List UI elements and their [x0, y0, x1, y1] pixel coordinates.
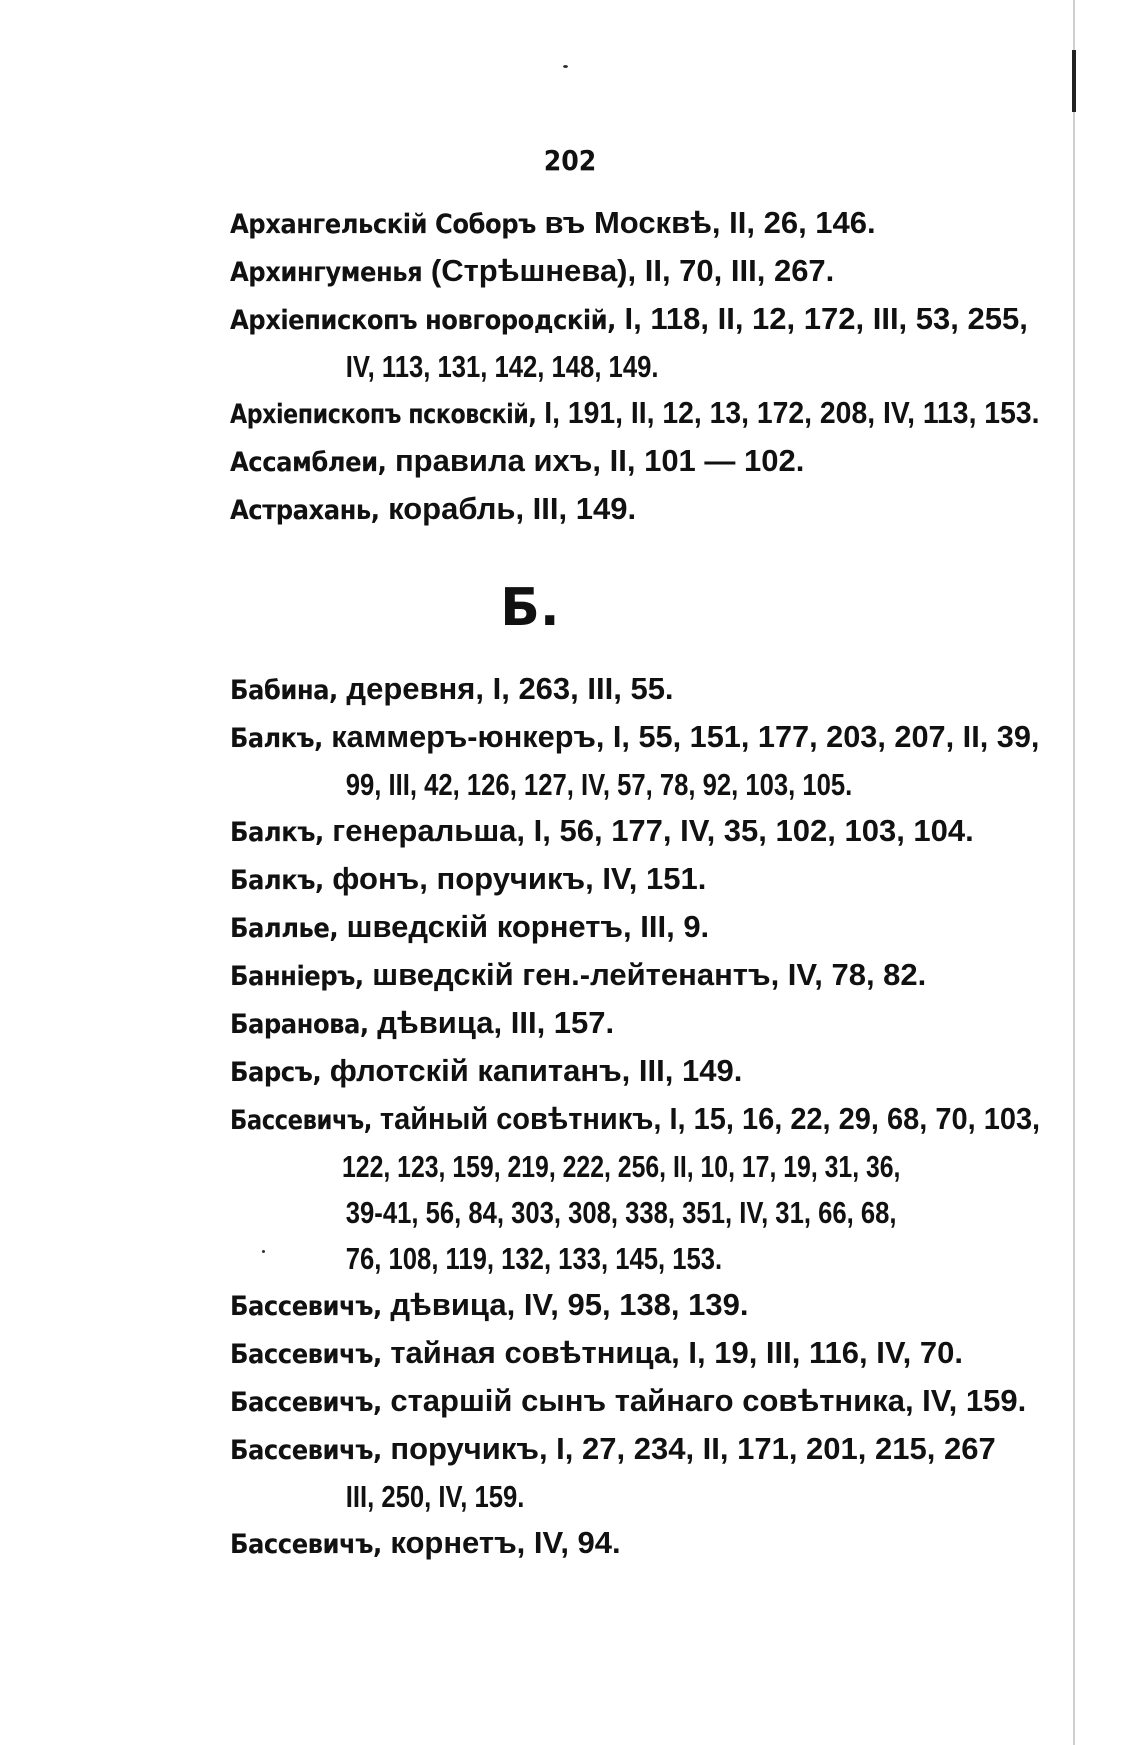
index-group-b [230, 666, 1040, 1568]
entry-references: шведскій корнетъ, III, 9. [338, 909, 710, 944]
entry-term: Ассамблеи, [230, 447, 387, 478]
index-entry [230, 1426, 1040, 1474]
entry-term: Астрахань, [230, 495, 380, 526]
page-number: 202 [543, 144, 597, 177]
index-entry [230, 1378, 1040, 1426]
index-entry [230, 856, 1040, 904]
entry-term: Бассевичъ, [230, 1339, 382, 1370]
entry-references: въ Москвѣ, II, 26, 146. [535, 205, 876, 240]
entry-references: тайный совѣтникъ, I, 15, 16, 22, 29, 68, 70, 103, [371, 1101, 1041, 1136]
entry-references: 76, 108, 119, 132, 133, 145, 153. [345, 1241, 723, 1276]
index-entry [230, 1048, 1040, 1096]
entry-term: Барсъ, [230, 1057, 322, 1088]
entry-term: Архіепископъ новгородскій, [230, 305, 616, 336]
entry-references: фонъ, поручикъ, IV, 151. [323, 861, 707, 896]
index-entry [230, 1000, 1040, 1048]
entry-references: флотскій капитанъ, III, 149. [321, 1053, 743, 1088]
entry-references: корнетъ, IV, 94. [381, 1525, 621, 1560]
entry-references: поручикъ, I, 27, 234, II, 171, 201, 215, 267 [381, 1431, 996, 1466]
index-entry-continuation [230, 1144, 901, 1190]
index-entry [230, 1282, 1040, 1330]
index-entry-continuation [230, 762, 900, 808]
entry-term: Балкъ, [230, 817, 324, 848]
entry-references: шведскій ген.-лейтенантъ, IV, 78, 82. [363, 957, 927, 992]
entry-references: дѣвица, III, 157. [368, 1005, 615, 1040]
section-letter: Б. [500, 578, 560, 638]
entry-references: корабль, III, 149. [379, 491, 637, 526]
page-edge-line [1073, 0, 1075, 1745]
index-entry [230, 1330, 1040, 1378]
page-edge-mark [1072, 50, 1076, 112]
entry-references: 39-41, 56, 84, 303, 308, 338, 351, IV, 31, 66, 68, [345, 1195, 897, 1230]
index-entry [230, 1096, 1041, 1144]
entry-term: Бассевичъ, [230, 1435, 382, 1466]
entry-references: тайная совѣтница, I, 19, III, 116, IV, 70. [381, 1335, 963, 1370]
index-entry [230, 390, 1040, 438]
index-entry-continuation [230, 1236, 900, 1282]
entry-term: Баранова, [230, 1009, 369, 1040]
entry-references: каммеръ-юнкеръ, I, 55, 151, 177, 203, 207, II, 39, [322, 719, 1040, 754]
entry-term: Архингуменья [230, 257, 423, 288]
entry-term: Архіепископъ псковскій, [230, 399, 537, 430]
index-entry [230, 248, 1040, 296]
index-entry-continuation [230, 344, 900, 390]
index-group-a [230, 200, 1040, 534]
index-entry [230, 296, 1040, 344]
index-entry [230, 1520, 1040, 1568]
index-entry [230, 486, 1040, 534]
entry-term: Баллье, [230, 913, 339, 944]
entry-references: генеральша, I, 56, 177, IV, 35, 102, 103, 104. [323, 813, 974, 848]
entry-references: 99, III, 42, 126, 127, IV, 57, 78, 92, 103, 105. [345, 767, 853, 802]
index-entry [230, 666, 1040, 714]
index-entries [230, 200, 1040, 1568]
entry-term: Бабина, [230, 675, 338, 706]
entry-term: Банніеръ, [230, 961, 364, 992]
entry-term: Бассевичъ, [230, 1529, 382, 1560]
index-entry [230, 438, 1040, 486]
entry-term: Балкъ, [230, 865, 324, 896]
entry-references: правила ихъ, II, 101 — 102. [386, 443, 805, 478]
index-entry [230, 808, 1040, 856]
entry-references: (Стрѣшнева), II, 70, III, 267. [422, 253, 835, 288]
index-entry [230, 904, 1040, 952]
entry-term: Балкъ, [230, 723, 323, 754]
index-entry [230, 952, 1040, 1000]
index-entry [230, 200, 1040, 248]
entry-references: старшій сынъ тайнаго совѣтника, IV, 159. [381, 1383, 1027, 1418]
entry-term: Бассевичъ, [230, 1291, 382, 1322]
entry-references: 122, 123, 159, 219, 222, 256, II, 10, 17, 19, 31, 36, [342, 1149, 901, 1184]
entry-references: дѣвица, IV, 95, 138, 139. [381, 1287, 749, 1322]
entry-references: I, 191, II, 12, 13, 172, 208, IV, 113, 153. [536, 395, 1040, 430]
ink-speck [563, 65, 568, 68]
index-entry-continuation [230, 1190, 900, 1236]
entry-term: Бассевичъ, [230, 1105, 372, 1136]
entry-references: III, 250, IV, 159. [345, 1479, 525, 1514]
entry-references: IV, 113, 131, 142, 148, 149. [345, 349, 659, 384]
entry-references: деревня, I, 263, III, 55. [337, 671, 674, 706]
index-entry [230, 714, 1040, 762]
entry-references: I, 118, II, 12, 172, III, 53, 255, [615, 301, 1028, 336]
entry-term: Бассевичъ, [230, 1387, 382, 1418]
entry-term: Архангельскій Соборъ [230, 209, 536, 240]
index-entry-continuation [230, 1474, 900, 1520]
